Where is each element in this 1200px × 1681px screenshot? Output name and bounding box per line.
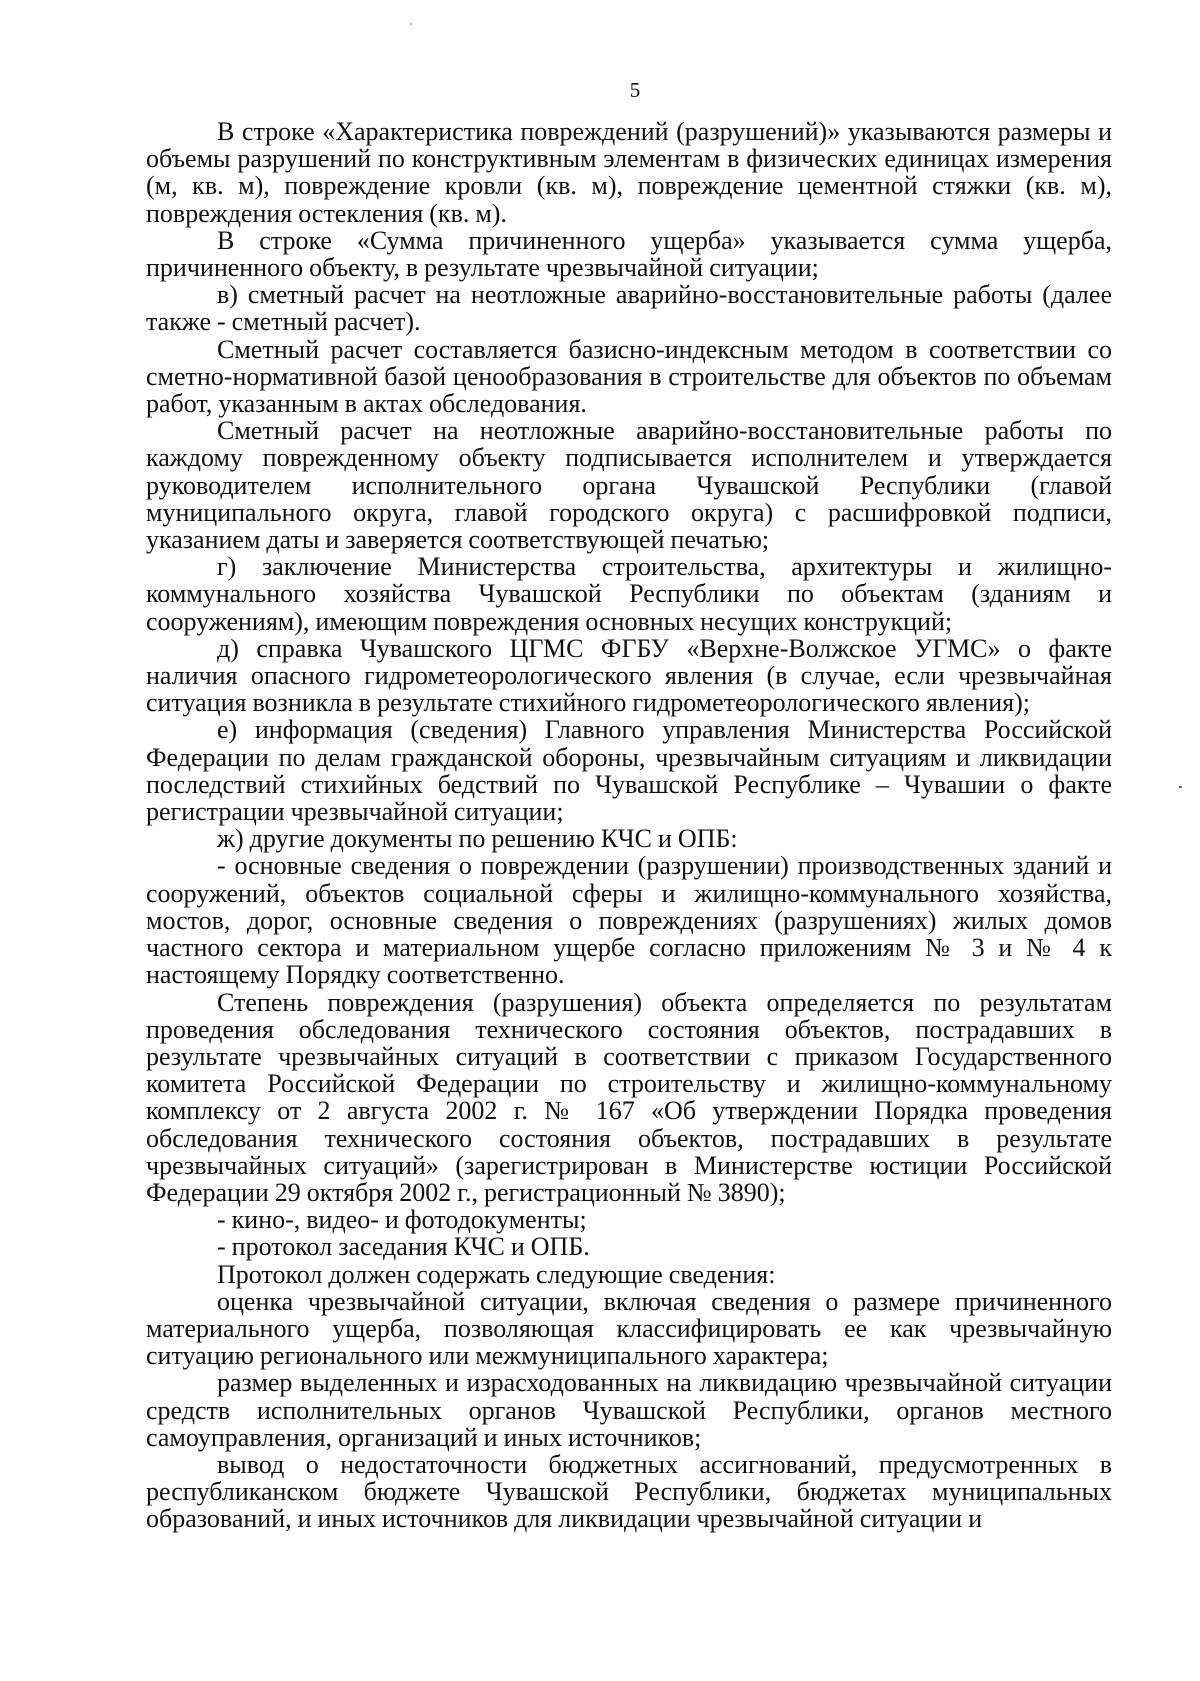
paragraph-damage-characteristics: В строке «Характеристика повреждений (разрушений)» указываются размеры и объемы разрушений по конструктивным элементам в физических единицах измерения (м, кв. м), повреждение кровли (кв. м), повреждение цементной стяжки (кв. м), повреждения остекления (кв. м). — [146, 117, 1112, 228]
paragraph-meeting-protocol: - протокол заседания КЧС и ОПБ. — [217, 1232, 590, 1262]
paragraph-emergency-assessment: оценка чрезвычайной ситуации, включая сведения о размере причиненного материального ущерба, позволяющая классифицировать ее как чрезвычайную ситуацию регионального или межмуниципального характера; — [146, 1286, 1112, 1371]
paragraph-item-g-conclusion: г) заключение Министерства строительства, архитектуры и жилищно-коммунального хозяйства Чувашской Республики по объектам (зданиям и сооружениям), имеющим повреждения основных несущих конструкций; — [146, 552, 1112, 636]
document-body — [146, 118, 1112, 1533]
paragraph-item-zh-other-docs: ж) другие документы по решению КЧС и ОПБ: — [217, 824, 738, 854]
paragraph-damage-degree: Степень повреждения (разрушения) объекта определяется по результатам проведения обследования технического состояния объектов, пострадавших в результате чрезвычайных ситуаций в соответствии с приказом Государственного комитета Российской Федерации по строительству и жилищно-коммунальному комплексу от 2 августа 2002 г. № 167 «Об утверждении Порядка проведения обследования технического состояния объектов, пострадавших в результате чрезвычайных ситуаций» (зарегистрирован в Министерстве юстиции Российской Федерации 29 октября 2002 г., регистрационный № 3890); — [146, 987, 1112, 1207]
paragraph-media-docs: - кино-, видео- и фотодокументы; — [217, 1205, 587, 1235]
paragraph-protocol-contents: Протокол должен содержать следующие сведения: — [217, 1259, 776, 1289]
paragraph-item-d-hydromet: д) справка Чувашского ЦГМС ФГБУ «Верхне-Волжское УГМС» о факте наличия опасного гидрометеорологического явления (в случае, если чрезвычайная ситуация возникла в результате стихийного гидрометеорологического явления); — [146, 633, 1112, 718]
scan-speck — [1179, 786, 1182, 788]
paragraph-estimate-approval: Сметный расчет на неотложные аварийно-восстановительные работы по каждому поврежденному объекту подписывается исполнителем и утверждается руководителем исполнительного органа Чувашской Республики (главой муниципального округа, главой городского округа) с расшифровкой подписи, указанием даты и заверяется соответствующей печатью; — [146, 416, 1112, 555]
scan-speck — [410, 23, 412, 25]
paragraph-basic-info: - основные сведения о повреждении (разрушении) производственных зданий и сооружений, объектов социальной сферы и жилищно-коммунального хозяйства, мостов, дорог, основные сведения о повреждениях (разрушениях) жилых домов частного сектора и материальном ущербе согласно приложениям № 3 и № 4 к настоящему Порядку соответственно. — [146, 851, 1112, 990]
paragraph-insufficient-funds: вывод о недостаточности бюджетных ассигнований, предусмотренных в республиканском бюджете Чувашской Республики, бюджетах муниципальных образований, и иных источников для ликвидации чрезвычайной ситуации и — [146, 1449, 1112, 1534]
paragraph-item-v-estimate: в) сметный расчет на неотложные аварийно-восстановительные работы (далее также - сметный расчет). — [146, 280, 1112, 337]
paragraph-damage-sum: В строке «Сумма причиненного ущерба» указывается сумма ущерба, причиненного объекту, в результате чрезвычайной ситуации; — [146, 225, 1112, 283]
page-number: 5 — [629, 78, 641, 102]
paragraph-estimate-method: Сметный расчет составляется базисно-индексным методом в соответствии со сметно-нормативной базой ценообразования в строительстве для объектов по объемам работ, указанным в актах обследования. — [146, 334, 1112, 419]
paragraph-allocated-funds: размер выделенных и израсходованных на ликвидацию чрезвычайной ситуации средств исполнительных органов Чувашской Республики, органов местного самоуправления, организаций и иных источников; — [146, 1368, 1112, 1452]
paragraph-item-e-mchs: е) информация (сведения) Главного управления Министерства Российской Федерации по делам гражданской обороны, чрезвычайным ситуациям и ликвидации последствий стихийных бедствий по Чувашской Республике – Чувашии о факте регистрации чрезвычайной ситуации; — [146, 715, 1112, 827]
